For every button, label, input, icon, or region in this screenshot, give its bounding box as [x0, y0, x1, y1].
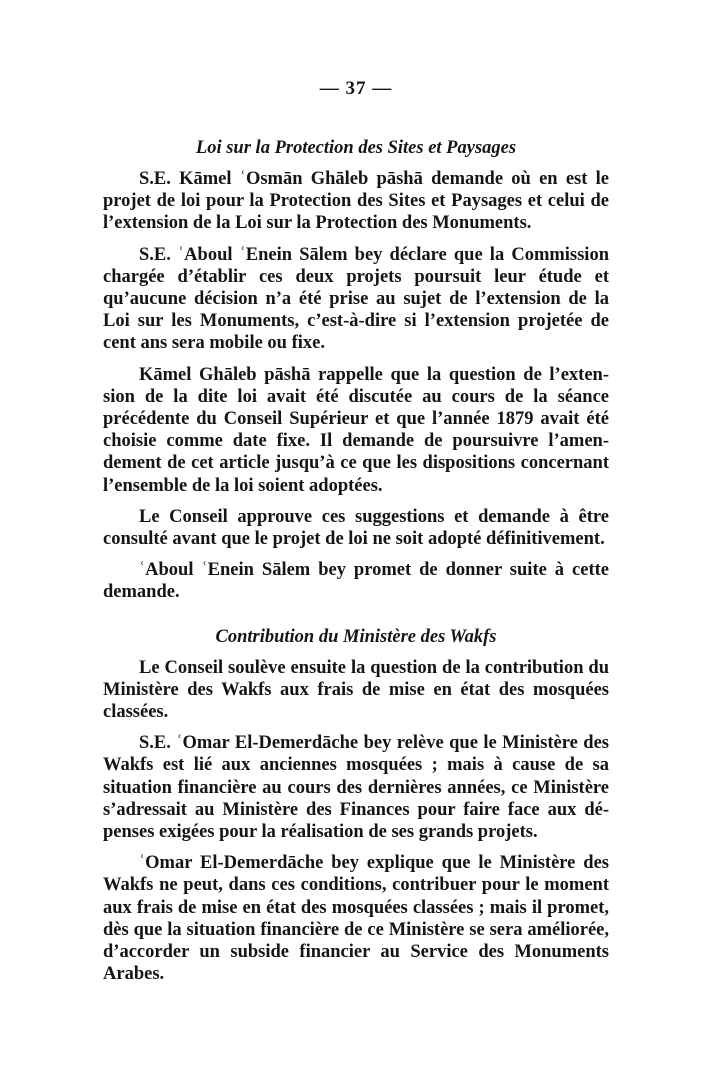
paragraph: Le Conseil approuve ces suggestions et demande à être consulté avant que le projet de loi ne soit adopté définitivement.: [103, 506, 609, 550]
section-ministere-wakfs: [103, 625, 609, 986]
paragraph: Kāmel Ghāleb pāshā rappelle que la question de l’extension de la dite loi avait été discutée au cours de la séance précédente du Conseil Supérieur et que l’année 1879 avait été choisie comme date fixe. Il demande de poursuivre l’amendement de cet article jusqu’à ce que les dispositions concernant l’ensemble de la loi soient adoptées.: [103, 364, 609, 496]
page-number: — 37 —: [319, 78, 393, 99]
paragraph: ʿOmar El-Demerdāche bey explique que le Ministère des Wakfs ne peut, dans ces conditions, contribuer pour le moment aux frais de mise en état des mosquées classées ; mais il promet, dès que la situation financière de ce Ministère se sera améliorée, d’accorder un subside financier au Service des Monuments Arabes.: [103, 853, 609, 985]
document-page: [103, 78, 609, 995]
paragraph: S.E. ʿAboul ʿEnein Sālem bey déclare que la Commission chargée d’établir ces deux projets poursuit leur étude et qu’aucune décision n’a été prise au sujet de l’extension de la Loi sur les Monuments, c’est-à-dire si l’extension projetée de cent ans sera mobile ou fixe.: [103, 244, 609, 354]
section-sites-paysages: [103, 136, 609, 604]
paragraph: ʿAboul ʿEnein Sālem bey promet de donner suite à cette demande.: [103, 560, 609, 603]
paragraph: Le Conseil soulève ensuite la question de la contribution du Ministère des Wakfs aux frais de mise en état des mosquées classées.: [103, 657, 609, 723]
section-title: Contribution du Ministère des Wakfs: [215, 626, 497, 647]
section-spacer: [103, 613, 609, 625]
section-title: Loi sur la Protection des Sites et Paysages: [195, 138, 517, 158]
paragraph: S.E. Kāmel ʿOsmān Ghāleb pāshā demande où en est le projet de loi pour la Protection des Sites et Paysages et celui de l’extension de la Loi sur la Protection des Monuments.: [103, 169, 609, 234]
paragraph: S.E. ʿOmar El-Demerdāche bey relève que le Ministère des Wakfs est lié aux anciennes mosquées ; mais à cause de sa situation financière au cours des dernières années, ce Ministère s’adressait au Ministère des Finances pour faire face aux dépenses exigées pour la réalisation de ses grands projets.: [103, 733, 609, 843]
